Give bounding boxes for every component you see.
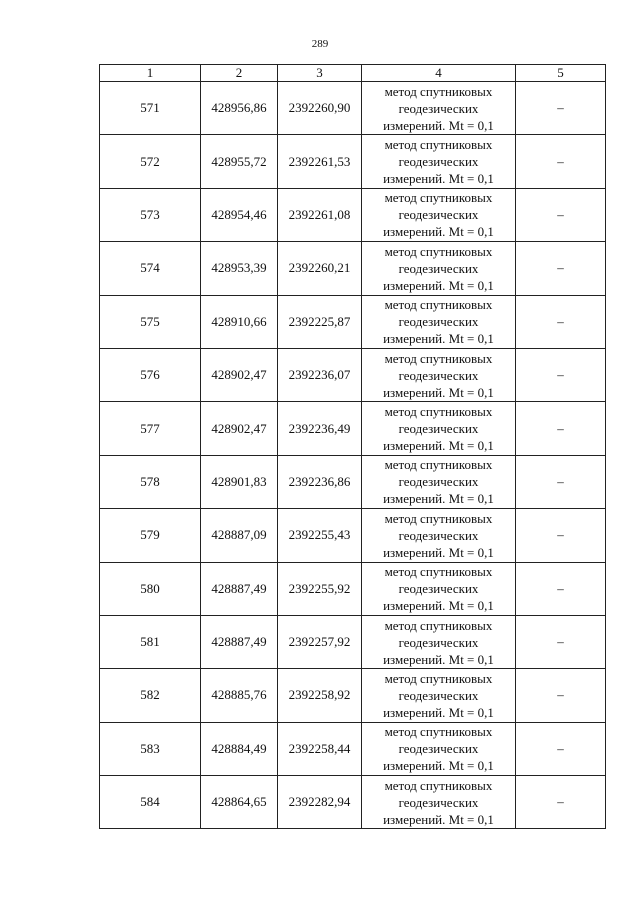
y-coordinate-cell: 2392258,92 bbox=[278, 669, 362, 722]
method-line: метод спутниковых bbox=[384, 83, 493, 99]
header-col-3: 3 bbox=[278, 65, 362, 82]
x-coordinate-cell: 428864,65 bbox=[201, 776, 278, 829]
method-cell bbox=[362, 135, 516, 188]
x-coordinate-cell: 428953,39 bbox=[201, 242, 278, 295]
method-line: геодезических bbox=[398, 634, 479, 650]
method-cell bbox=[362, 82, 516, 135]
method-line: геодезических bbox=[398, 260, 479, 276]
table-row bbox=[100, 455, 606, 508]
method-line: измерений. Mt = 0,1 bbox=[383, 704, 494, 720]
method-line: геодезических bbox=[398, 794, 479, 810]
y-coordinate-cell: 2392255,92 bbox=[278, 562, 362, 615]
header-col-5: 5 bbox=[516, 65, 606, 82]
point-number-cell: 582 bbox=[100, 669, 201, 722]
point-number-cell: 579 bbox=[100, 509, 201, 562]
method-line: метод спутниковых bbox=[384, 404, 493, 420]
method-line: метод спутниковых bbox=[384, 617, 493, 633]
x-coordinate-cell: 428902,47 bbox=[201, 348, 278, 401]
x-coordinate-cell: 428902,47 bbox=[201, 402, 278, 455]
note-cell: – bbox=[516, 82, 606, 135]
x-coordinate-cell: 428887,09 bbox=[201, 509, 278, 562]
table-body bbox=[100, 82, 606, 829]
note-cell: – bbox=[516, 348, 606, 401]
method-line: измерений. Mt = 0,1 bbox=[383, 598, 494, 614]
method-line: измерений. Mt = 0,1 bbox=[383, 811, 494, 827]
header-col-4: 4 bbox=[362, 65, 516, 82]
method-line: измерений. Mt = 0,1 bbox=[383, 277, 494, 293]
x-coordinate-cell: 428955,72 bbox=[201, 135, 278, 188]
table-row bbox=[100, 562, 606, 615]
method-line: метод спутниковых bbox=[384, 297, 493, 313]
table-row bbox=[100, 669, 606, 722]
method-cell bbox=[362, 615, 516, 668]
point-number-cell: 578 bbox=[100, 455, 201, 508]
point-number-cell: 576 bbox=[100, 348, 201, 401]
point-number-cell: 574 bbox=[100, 242, 201, 295]
point-number-cell: 577 bbox=[100, 402, 201, 455]
method-cell bbox=[362, 722, 516, 775]
point-number-cell: 572 bbox=[100, 135, 201, 188]
table-row bbox=[100, 615, 606, 668]
method-line: измерений. Mt = 0,1 bbox=[383, 491, 494, 507]
method-line: геодезических bbox=[398, 314, 479, 330]
point-number-cell: 581 bbox=[100, 615, 201, 668]
point-number-cell: 583 bbox=[100, 722, 201, 775]
method-line: измерений. Mt = 0,1 bbox=[383, 438, 494, 454]
method-line: измерений. Mt = 0,1 bbox=[383, 117, 494, 133]
y-coordinate-cell: 2392261,53 bbox=[278, 135, 362, 188]
note-cell: – bbox=[516, 295, 606, 348]
point-number-cell: 584 bbox=[100, 776, 201, 829]
method-line: метод спутниковых bbox=[384, 457, 493, 473]
method-line: геодезических bbox=[398, 154, 479, 170]
method-cell bbox=[362, 669, 516, 722]
table-header-row bbox=[100, 65, 606, 82]
note-cell: – bbox=[516, 188, 606, 241]
point-number-cell: 580 bbox=[100, 562, 201, 615]
table-row bbox=[100, 242, 606, 295]
y-coordinate-cell: 2392282,94 bbox=[278, 776, 362, 829]
x-coordinate-cell: 428956,86 bbox=[201, 82, 278, 135]
y-coordinate-cell: 2392236,49 bbox=[278, 402, 362, 455]
point-number-cell: 573 bbox=[100, 188, 201, 241]
y-coordinate-cell: 2392255,43 bbox=[278, 509, 362, 562]
method-line: геодезических bbox=[398, 367, 479, 383]
point-number-cell: 575 bbox=[100, 295, 201, 348]
method-line: измерений. Mt = 0,1 bbox=[383, 384, 494, 400]
method-line: метод спутниковых bbox=[384, 670, 493, 686]
method-line: геодезических bbox=[398, 207, 479, 223]
note-cell: – bbox=[516, 562, 606, 615]
method-line: измерений. Mt = 0,1 bbox=[383, 758, 494, 774]
method-line: геодезических bbox=[398, 421, 479, 437]
y-coordinate-cell: 2392258,44 bbox=[278, 722, 362, 775]
table-row bbox=[100, 509, 606, 562]
note-cell: – bbox=[516, 135, 606, 188]
method-cell bbox=[362, 455, 516, 508]
y-coordinate-cell: 2392236,86 bbox=[278, 455, 362, 508]
y-coordinate-cell: 2392261,08 bbox=[278, 188, 362, 241]
y-coordinate-cell: 2392260,21 bbox=[278, 242, 362, 295]
y-coordinate-cell: 2392225,87 bbox=[278, 295, 362, 348]
x-coordinate-cell: 428884,49 bbox=[201, 722, 278, 775]
table-row bbox=[100, 402, 606, 455]
table-row bbox=[100, 188, 606, 241]
coordinates-table bbox=[99, 64, 606, 829]
table-row bbox=[100, 295, 606, 348]
note-cell: – bbox=[516, 455, 606, 508]
method-line: метод спутниковых bbox=[384, 137, 493, 153]
x-coordinate-cell: 428885,76 bbox=[201, 669, 278, 722]
method-cell bbox=[362, 242, 516, 295]
method-line: геодезических bbox=[398, 741, 479, 757]
method-line: метод спутниковых bbox=[384, 510, 493, 526]
note-cell: – bbox=[516, 722, 606, 775]
method-line: измерений. Mt = 0,1 bbox=[383, 171, 494, 187]
method-line: метод спутниковых bbox=[384, 350, 493, 366]
method-cell bbox=[362, 776, 516, 829]
x-coordinate-cell: 428887,49 bbox=[201, 615, 278, 668]
x-coordinate-cell: 428910,66 bbox=[201, 295, 278, 348]
point-number-cell: 571 bbox=[100, 82, 201, 135]
method-line: геодезических bbox=[398, 527, 479, 543]
method-cell bbox=[362, 188, 516, 241]
note-cell: – bbox=[516, 669, 606, 722]
header-col-2: 2 bbox=[201, 65, 278, 82]
y-coordinate-cell: 2392260,90 bbox=[278, 82, 362, 135]
page-number: 289 bbox=[311, 38, 329, 50]
method-line: измерений. Mt = 0,1 bbox=[383, 651, 494, 667]
method-line: геодезических bbox=[398, 100, 479, 116]
table-row bbox=[100, 135, 606, 188]
method-line: геодезических bbox=[398, 474, 479, 490]
table-row bbox=[100, 348, 606, 401]
method-line: метод спутниковых bbox=[384, 564, 493, 580]
method-line: измерений. Mt = 0,1 bbox=[383, 224, 494, 240]
x-coordinate-cell: 428954,46 bbox=[201, 188, 278, 241]
header-col-1: 1 bbox=[100, 65, 201, 82]
note-cell: – bbox=[516, 509, 606, 562]
note-cell: – bbox=[516, 242, 606, 295]
method-line: метод спутниковых bbox=[384, 724, 493, 740]
note-cell: – bbox=[516, 776, 606, 829]
table-row bbox=[100, 776, 606, 829]
method-line: измерений. Mt = 0,1 bbox=[383, 331, 494, 347]
method-cell bbox=[362, 402, 516, 455]
x-coordinate-cell: 428901,83 bbox=[201, 455, 278, 508]
note-cell: – bbox=[516, 615, 606, 668]
table-row bbox=[100, 82, 606, 135]
method-line: метод спутниковых bbox=[384, 190, 493, 206]
x-coordinate-cell: 428887,49 bbox=[201, 562, 278, 615]
method-cell bbox=[362, 509, 516, 562]
method-cell bbox=[362, 562, 516, 615]
method-line: метод спутниковых bbox=[384, 777, 493, 793]
method-line: метод спутниковых bbox=[384, 243, 493, 259]
method-cell bbox=[362, 295, 516, 348]
method-line: геодезических bbox=[398, 687, 479, 703]
note-cell: – bbox=[516, 402, 606, 455]
method-line: измерений. Mt = 0,1 bbox=[383, 544, 494, 560]
table-row bbox=[100, 722, 606, 775]
method-line: геодезических bbox=[398, 581, 479, 597]
y-coordinate-cell: 2392257,92 bbox=[278, 615, 362, 668]
method-cell bbox=[362, 348, 516, 401]
y-coordinate-cell: 2392236,07 bbox=[278, 348, 362, 401]
